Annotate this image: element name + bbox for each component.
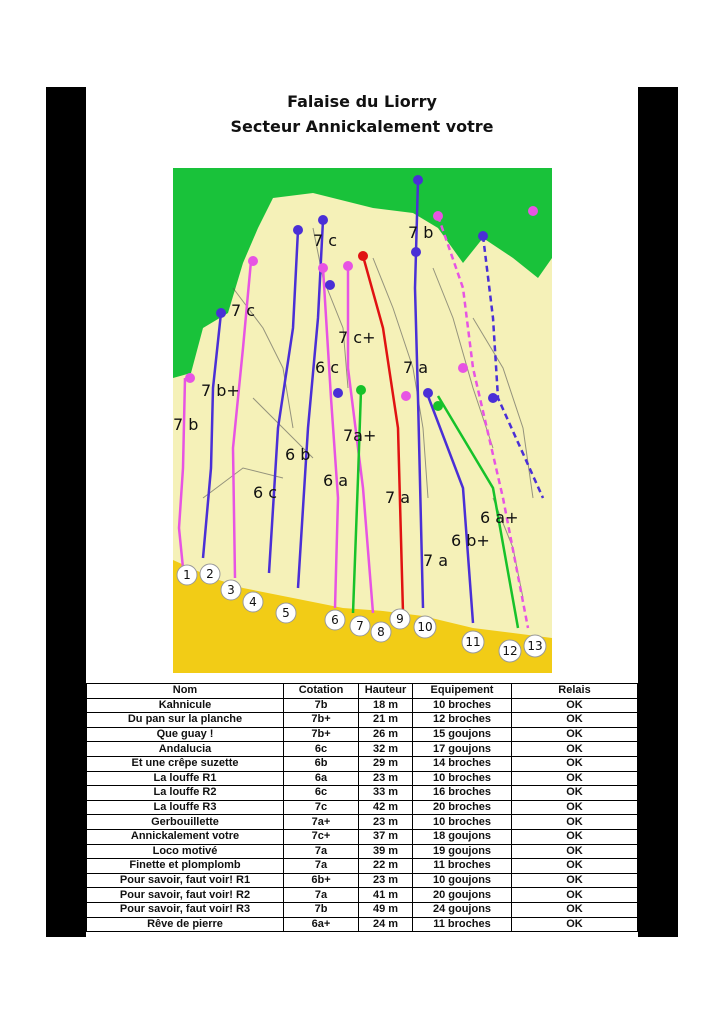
table-cell: OK <box>512 844 638 859</box>
grade-label: 7 b <box>408 223 434 242</box>
table-cell: 7a <box>284 888 359 903</box>
anchor-dot <box>185 373 195 383</box>
table-row <box>87 844 638 859</box>
topo-image <box>173 168 552 673</box>
table-cell: 16 broches <box>413 786 512 801</box>
table-cell: 24 m <box>359 917 413 932</box>
table-cell: 17 goujons <box>413 742 512 757</box>
route-number-5 <box>276 603 296 623</box>
table-row <box>87 698 638 713</box>
route-number-6 <box>325 610 345 630</box>
anchor-dot <box>413 175 423 185</box>
table-row <box>87 888 638 903</box>
table-cell: 10 broches <box>413 698 512 713</box>
table-cell: 26 m <box>359 727 413 742</box>
svg-text:10: 10 <box>417 620 433 634</box>
table-cell: 39 m <box>359 844 413 859</box>
table-cell: 7b <box>284 902 359 917</box>
grade-label: 6 b+ <box>451 531 490 550</box>
table-cell: Et une crêpe suzette <box>87 756 284 771</box>
table-cell: 23 m <box>359 815 413 830</box>
table-cell: 33 m <box>359 786 413 801</box>
table-cell: 10 goujons <box>413 873 512 888</box>
table-cell: 7a <box>284 859 359 874</box>
svg-text:13: 13 <box>527 639 543 653</box>
table-cell: 21 m <box>359 713 413 728</box>
table-cell: OK <box>512 800 638 815</box>
grade-label: 6 b <box>285 445 311 464</box>
table-row <box>87 786 638 801</box>
table-row <box>87 713 638 728</box>
table-cell: 7a+ <box>284 815 359 830</box>
grade-label: 7 a <box>423 551 449 570</box>
anchor-dot <box>318 263 328 273</box>
table-cell: OK <box>512 873 638 888</box>
table-cell: OK <box>512 888 638 903</box>
table-cell: 15 goujons <box>413 727 512 742</box>
anchor-dot <box>433 211 443 221</box>
table-cell: La louffe R3 <box>87 800 284 815</box>
table-cell: 11 broches <box>413 917 512 932</box>
anchor-dot <box>478 231 488 241</box>
table-cell: 7c+ <box>284 829 359 844</box>
anchor-dot <box>401 391 411 401</box>
table-cell: La louffe R2 <box>87 786 284 801</box>
table-cell: Andalucia <box>87 742 284 757</box>
table-cell: 22 m <box>359 859 413 874</box>
anchor-dot <box>433 401 443 411</box>
table-header-row <box>87 684 638 699</box>
table-row <box>87 873 638 888</box>
table-cell: Kahnicule <box>87 698 284 713</box>
svg-text:3: 3 <box>227 583 235 597</box>
route-number-9 <box>390 609 410 629</box>
table-cell: La louffe R1 <box>87 771 284 786</box>
table-cell: 29 m <box>359 756 413 771</box>
table-cell: Que guay ! <box>87 727 284 742</box>
table-cell: 6a+ <box>284 917 359 932</box>
table-cell: 37 m <box>359 829 413 844</box>
table-row <box>87 800 638 815</box>
table-cell: 20 broches <box>413 800 512 815</box>
table-cell: Loco motivé <box>87 844 284 859</box>
grade-label: 7 c <box>231 301 256 320</box>
table-cell: 19 goujons <box>413 844 512 859</box>
table-row <box>87 902 638 917</box>
route-number-12 <box>499 640 521 662</box>
col-relais: Relais <box>512 684 638 699</box>
table-cell: 41 m <box>359 888 413 903</box>
anchor-dot <box>318 215 328 225</box>
anchor-dot <box>488 393 498 403</box>
route-number-8 <box>371 622 391 642</box>
grade-label: 7 a <box>385 488 411 507</box>
table-cell: 7b <box>284 698 359 713</box>
col-equipement: Equipement <box>413 684 512 699</box>
svg-text:2: 2 <box>206 567 214 581</box>
anchor-dot <box>216 308 226 318</box>
table-cell: 20 goujons <box>413 888 512 903</box>
svg-text:1: 1 <box>183 568 191 582</box>
table-row <box>87 756 638 771</box>
table-cell: 10 broches <box>413 815 512 830</box>
table-cell: Pour savoir, faut voir! R1 <box>87 873 284 888</box>
table-cell: OK <box>512 698 638 713</box>
grade-label: 6 a <box>323 471 349 490</box>
table-cell: 14 broches <box>413 756 512 771</box>
table-cell: 7b+ <box>284 727 359 742</box>
table-row <box>87 815 638 830</box>
table-cell: OK <box>512 727 638 742</box>
table-row <box>87 917 638 932</box>
anchor-dot <box>248 256 258 266</box>
table-cell: 23 m <box>359 771 413 786</box>
grade-label: 7 c <box>313 231 338 250</box>
grade-label: 7a+ <box>343 426 377 445</box>
grade-label: 6 c <box>253 483 278 502</box>
page-title: Falaise du Liorry <box>287 92 437 111</box>
col-cotation: Cotation <box>284 684 359 699</box>
route-number-11 <box>462 631 484 653</box>
grade-label: 7 b <box>173 415 199 434</box>
table-cell: 6b+ <box>284 873 359 888</box>
route-number-4 <box>243 592 263 612</box>
anchor-dot <box>458 363 468 373</box>
table-cell: OK <box>512 786 638 801</box>
route-number-2 <box>200 564 220 584</box>
svg-text:6: 6 <box>331 613 339 627</box>
route-number-1 <box>177 565 197 585</box>
table-cell: Du pan sur la planche <box>87 713 284 728</box>
table-cell: 6c <box>284 742 359 757</box>
route-number-7 <box>350 616 370 636</box>
table-cell: OK <box>512 829 638 844</box>
grade-label: 7 a <box>403 358 429 377</box>
anchor-dot <box>423 388 433 398</box>
anchor-dot <box>356 385 366 395</box>
anchor-dot <box>411 247 421 257</box>
route-number-10 <box>414 616 436 638</box>
anchor-dot <box>333 388 343 398</box>
table-cell: 18 goujons <box>413 829 512 844</box>
table-cell: 7c <box>284 800 359 815</box>
table-cell: OK <box>512 917 638 932</box>
anchor-dot <box>358 251 368 261</box>
table-cell: OK <box>512 859 638 874</box>
table-cell: OK <box>512 771 638 786</box>
table-cell: 12 broches <box>413 713 512 728</box>
table-row <box>87 742 638 757</box>
table-row <box>87 727 638 742</box>
svg-text:12: 12 <box>502 644 518 658</box>
svg-text:9: 9 <box>396 612 404 626</box>
svg-text:11: 11 <box>465 635 481 649</box>
grade-label: 6 a+ <box>480 508 519 527</box>
table-cell: OK <box>512 815 638 830</box>
route-number-3 <box>221 580 241 600</box>
table-cell: 24 goujons <box>413 902 512 917</box>
right-black-bar <box>638 87 678 937</box>
table-cell: 42 m <box>359 800 413 815</box>
route-number-13 <box>524 635 546 657</box>
grade-label: 7 b+ <box>201 381 240 400</box>
table-cell: 6c <box>284 786 359 801</box>
table-cell: Pour savoir, faut voir! R3 <box>87 902 284 917</box>
grade-label: 7 c+ <box>338 328 376 347</box>
table-cell: 23 m <box>359 873 413 888</box>
left-black-bar <box>46 87 86 937</box>
svg-text:7: 7 <box>356 619 364 633</box>
table-row <box>87 829 638 844</box>
table-row <box>87 771 638 786</box>
table-cell: OK <box>512 756 638 771</box>
svg-text:8: 8 <box>377 625 385 639</box>
col-hauteur: Hauteur <box>359 684 413 699</box>
table-cell: 18 m <box>359 698 413 713</box>
anchor-dot <box>293 225 303 235</box>
table-cell: Annickalement votre <box>87 829 284 844</box>
table-body <box>87 698 638 932</box>
svg-text:4: 4 <box>249 595 257 609</box>
table-cell: 32 m <box>359 742 413 757</box>
anchor-dot <box>325 280 335 290</box>
table-cell: Rêve de pierre <box>87 917 284 932</box>
table-cell: 6b <box>284 756 359 771</box>
svg-text:5: 5 <box>282 606 290 620</box>
table-cell: 49 m <box>359 902 413 917</box>
table-cell: 6a <box>284 771 359 786</box>
table-cell: OK <box>512 902 638 917</box>
table-cell: OK <box>512 742 638 757</box>
table-cell: Gerbouillette <box>87 815 284 830</box>
table-cell: Pour savoir, faut voir! R2 <box>87 888 284 903</box>
table-cell: OK <box>512 713 638 728</box>
table-cell: Finette et plomplomb <box>87 859 284 874</box>
table-cell: 11 broches <box>413 859 512 874</box>
page-subtitle: Secteur Annickalement votre <box>230 117 494 136</box>
anchor-dot <box>528 206 538 216</box>
table-cell: 7a <box>284 844 359 859</box>
grade-label: 6 c <box>315 358 340 377</box>
anchor-dot <box>343 261 353 271</box>
col-nom: Nom <box>87 684 284 699</box>
table-cell: 10 broches <box>413 771 512 786</box>
table-row <box>87 859 638 874</box>
routes-table <box>86 683 638 932</box>
table-cell: 7b+ <box>284 713 359 728</box>
